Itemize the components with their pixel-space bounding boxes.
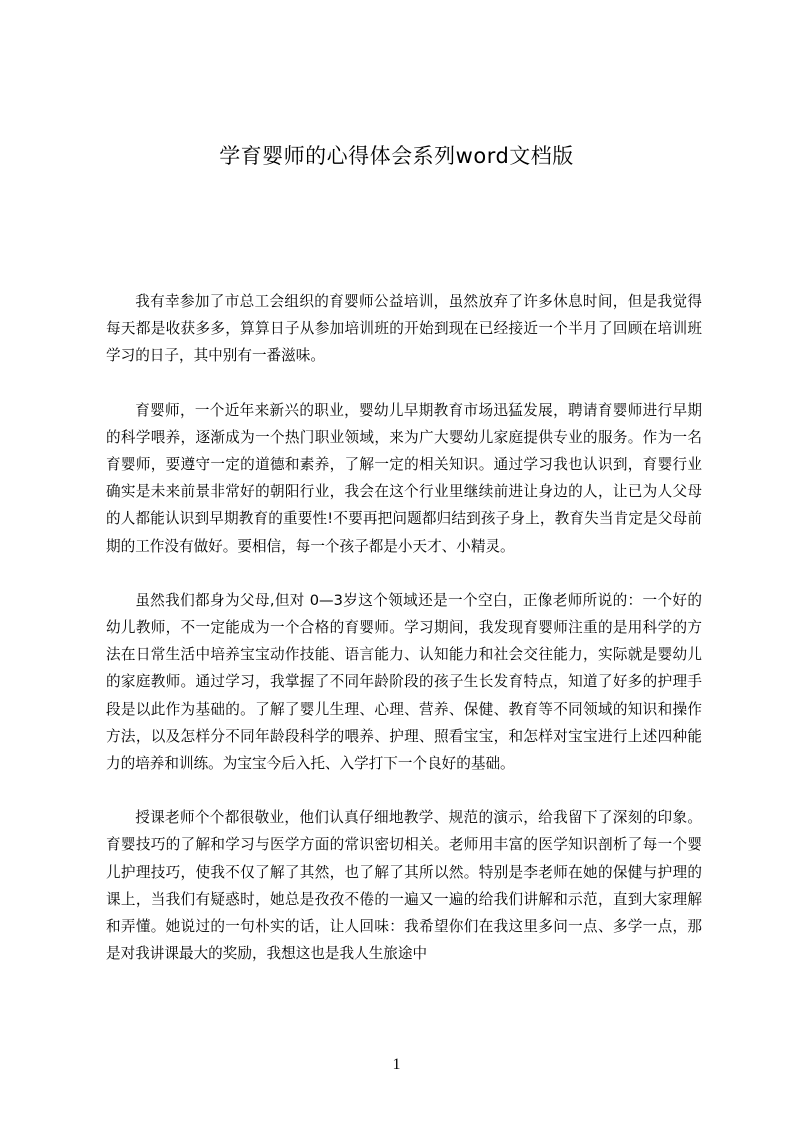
paragraph-3: 虽然我们都身为父母,但对 0—3岁这个领域还是一个空白，正像老师所说的：一个好的幼儿教师，不一定能成为一个合格的育婴师。学习期间，我发现育婴师注重的是用科学的方法在日常生活中培养宝宝动作技能、语言能力、认知能力和社会交往能力，实际就是婴幼儿的家庭教师。通过学习，我掌握了不同年龄阶段的孩子生长发育特点，知道了好多的护理手段是以此作为基础的。了解了婴儿生理、心理、营养、保健、教育等不同领域的知识和操作方法，以及怎样分不同年龄段科学的喂养、护理、照看宝宝，和怎样对宝宝进行上述四种能力的培养和训练。为宝宝今后入托、入学打下一个良好的基础。	[106, 591, 702, 773]
paragraph-1: 我有幸参加了市总工会组织的育婴师公益培训，虽然放弃了许多休息时间，但是我觉得每天都是收获多多，算算日子从参加培训班的开始到现在已经接近一个半月了回顾在培训班学习的日子，其中别有一番滋味。	[106, 293, 702, 365]
document-body	[106, 288, 702, 994]
paragraph-2: 育婴师，一个近年来新兴的职业，婴幼儿早期教育市场迅猛发展，聘请育婴师进行早期的科学喂养，逐渐成为一个热门职业领域，来为广大婴幼儿家庭提供专业的服务。作为一名育婴师，要遵守一定的道德和素养，了解一定的相关知识。通过学习我也认识到，育婴行业确实是未来前景非常好的朝阳行业，我会在这个行业里继续前进让身边的人，让已为人父母的人都能认识到早期教育的重要性!不要再把问题都归结到孩子身上，教育失当肯定是父母前期的工作没有做好。要相信，每一个孩子都是小天才、小精灵。	[106, 401, 702, 555]
document-title: 学育婴师的心得体会系列word文档版	[219, 144, 574, 168]
paragraph-4: 授课老师个个都很敬业，他们认真仔细地教学、规范的演示，给我留下了深刻的印象。育婴技巧的了解和学习与医学方面的常识密切相关。老师用丰富的医学知识剖析了每一个婴儿护理技巧，使我不仅了解了其然，也了解了其所以然。特别是李老师在她的保健与护理的课上，当我们有疑惑时，她总是孜孜不倦的一遍又一遍的给我们讲解和示范，直到大家理解和弄懂。她说过的一句朴实的话，让人回味：我希望你们在我这里多问一点、多学一点，那是对我讲课最大的奖励，我想这也是我人生旅途中	[106, 809, 702, 963]
page-number: 1	[392, 1056, 401, 1073]
